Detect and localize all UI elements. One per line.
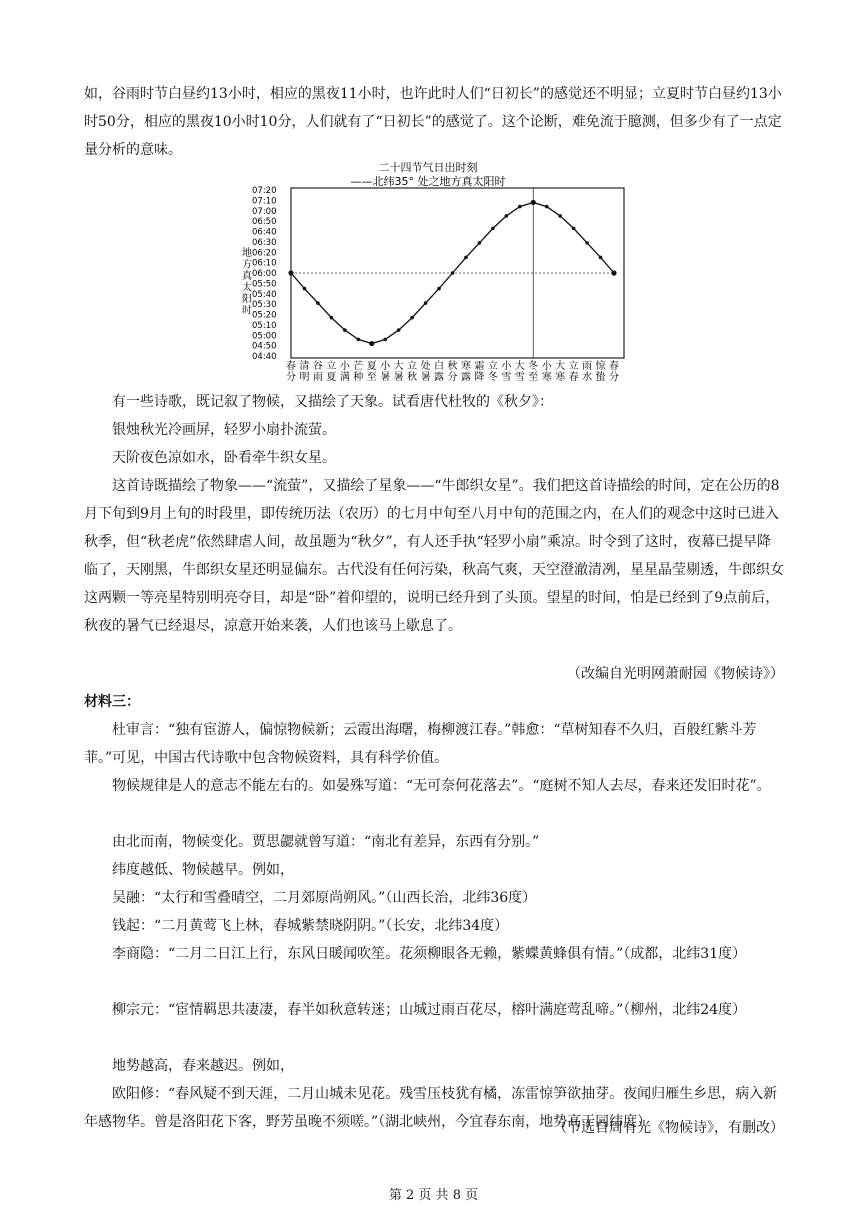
x-tick-label: 霜降 (474, 361, 485, 383)
x-tick-label: 春分 (609, 361, 619, 383)
body-paragraph: 由北而南，物候变化。贾思勰就曾写道：“南北有差异，东西有分别。” (112, 834, 540, 850)
y-tick-label: 07:20 (252, 186, 277, 196)
data-point (303, 287, 307, 291)
y-tick-label: 06:10 (252, 258, 277, 269)
data-point (343, 328, 347, 332)
data-point (478, 241, 482, 245)
y-tick-label: 04:40 (252, 352, 277, 362)
x-tick-label: 寒露 (460, 361, 471, 383)
data-point (356, 338, 360, 342)
intro-paragraph: 如，谷雨时节白昼约13小时，相应的黑夜11小时，也许此时人们“日初长”的感觉还不明显；立夏时节白昼约13小时50分，相应的黑夜10小时10分，人们就有了“日初长”的感觉了。这个论断，难免流于臆测，但多少有了一点定量分析的意味。 (84, 86, 782, 158)
data-point (316, 301, 320, 305)
x-tick-label: 惊蛰 (595, 361, 606, 383)
data-point (464, 256, 468, 260)
y-tick-label: 07:10 (252, 196, 277, 207)
x-axis-ticks (286, 359, 619, 383)
x-tick-label: 秋分 (447, 361, 458, 383)
data-point (518, 205, 522, 209)
body-paragraph: 地势越高，春来越迟。例如， (112, 1058, 294, 1074)
x-tick-label: 雨水 (582, 361, 593, 383)
body-paragraph: 钱起：“二月黄莺飞上林，春城紫禁晓阴阴。”（长安，北纬34度） (112, 918, 509, 934)
data-point (410, 316, 414, 320)
x-tick-label: 小雪 (501, 361, 512, 383)
data-point (505, 214, 509, 218)
x-tick-label: 处暑 (420, 361, 431, 383)
data-point (437, 287, 441, 291)
body-paragraph: 杜审言：“独有宦游人，偏惊物候新；云霞出海曙，梅柳渡江春。”韩愈：“草树知春不久归，百般红紫斗芳菲。”可见，中国古代诗歌中包含物候资料，具有科学价值。 (84, 722, 757, 766)
body-paragraph: 有一些诗歌，既记叙了物候，又描绘了天象。试看唐代杜牧的《秋夕》： (112, 394, 553, 410)
sunrise-chart (228, 160, 628, 386)
x-tick-label: 小满 (339, 361, 350, 383)
data-point (288, 270, 293, 275)
section-title: 材料三： (84, 694, 140, 710)
body-paragraph: 柳宗元：“宦情羁思共凄凄，春半如秋意转迷；山城过雨百花尽，榕叶满庭莺乱啼。”（柳州，北纬24度） (112, 1002, 747, 1018)
x-tick-label: 冬至 (528, 361, 539, 383)
y-tick-label: 06:30 (252, 237, 277, 248)
y-tick-label: 05:20 (252, 310, 277, 321)
y-tick-label: 06:00 (252, 269, 277, 279)
data-point (611, 270, 616, 275)
data-point (451, 271, 455, 275)
data-point (491, 227, 495, 231)
source-note-2: （节选自周有光《物候诗》，有删改） (553, 1120, 784, 1136)
body-paragraph: 纬度越低、物候越早。例如， (112, 862, 294, 878)
data-point (397, 328, 401, 332)
data-point (599, 256, 603, 260)
data-point (545, 205, 549, 209)
y-tick-label: 05:50 (252, 279, 277, 290)
y-tick-label: 07:00 (252, 206, 277, 217)
y-tick-label: 05:40 (252, 289, 277, 300)
y-tick-label: 06:40 (252, 227, 277, 238)
x-tick-label: 立春 (568, 361, 579, 383)
x-tick-label: 立秋 (407, 361, 418, 383)
body-paragraph: 天阶夜色凉如水，卧看牵牛织女星。 (112, 450, 336, 466)
x-tick-label: 大寒 (555, 361, 566, 383)
x-tick-label: 大暑 (393, 361, 404, 383)
y-tick-label: 05:30 (252, 300, 277, 311)
data-point (585, 241, 589, 245)
x-tick-label: 谷雨 (312, 361, 323, 383)
body-paragraph: 这首诗既描绘了物象——“流萤”，又描绘了星象——“牛郎织女星”。我们把这首诗描绘的时间，定在公历的8月下旬到9月上旬的时段里，即传统历法（农历）的七月中旬至八月中旬的范围之内，在人们的观念中这时已进入秋季，但“秋老虎”依然肆虐人间，故虽题为“秋夕”，有人还手执“轻罗小扇”乘凉。时令到了这时，夜幕已提早降临了，天刚黑，牛郎织女星还明显偏东。古代没有任何污染，秋高气爽，天空澄澈清冽，星星晶莹剔透，牛郎织女这两颗一等亮星特别明亮夺目，却是“卧”着仰望的，说明已经升到了头顶。望星的时间，怕是已经到了9点前后，秋夜的暑气已经退尽，凉意开始来袭，人们也该马上歇息了。 (84, 478, 784, 634)
data-point (531, 200, 536, 205)
y-axis-label (242, 246, 253, 317)
y-tick-label: 06:50 (252, 217, 277, 228)
x-tick-label: 清明 (299, 361, 310, 383)
x-tick-label: 立夏 (326, 361, 337, 383)
x-tick-label: 白露 (434, 361, 445, 383)
x-tick-label: 小暑 (380, 361, 391, 383)
data-point (330, 316, 334, 320)
body-paragraph: 吴融：“太行和雪叠晴空，二月郊原尚朔风。”（山西长治，北纬36度） (112, 890, 537, 906)
x-tick-label: 立冬 (487, 361, 498, 383)
x-tick-label: 大雪 (514, 361, 525, 383)
x-tick-label: 小寒 (541, 361, 552, 383)
y-axis-ticks (252, 186, 277, 362)
x-tick-label: 芒种 (353, 361, 364, 383)
y-tick-label: 04:50 (252, 341, 277, 352)
data-point (383, 338, 387, 342)
y-tick-label: 05:10 (252, 320, 277, 331)
source-note-1: （改编自光明网萧耐园《物候诗》） (567, 666, 784, 682)
body-paragraph: 银烛秋光冷画屏，轻罗小扇扑流萤。 (112, 422, 336, 438)
body-paragraph: 欧阳修：“春风疑不到天涯，二月山城未见花。残雪压枝犹有橘，冻雷惊笋欲抽芽。夜闻归雁生乡思，病入新年感物华。曾是洛阳花下客，野芳虽晚不须嗟。”（湖北峡州，今宜春东南，地势高于同纬度） (84, 1086, 778, 1130)
y-tick-label: 06:20 (252, 248, 277, 259)
body-paragraph: 物候规律是人的意志不能左右的。如晏殊写道：“无可奈何花落去”。“庭树不知人去尽，春来还发旧时花”。 (112, 778, 771, 794)
y-tick-label: 05:00 (252, 331, 277, 342)
x-tick-label: 夏至 (366, 361, 377, 383)
y-axis-title: 地方真太阳时 (242, 248, 252, 317)
chart-title: 二十四节气日出时刻 (378, 161, 478, 174)
data-point (369, 341, 374, 346)
body-paragraph: 李商隐：“二月二日江上行，东风日暖闻吹笙。花须柳眼各无赖，紫蝶黄蜂俱有情。”（成都，北纬31度） (112, 946, 747, 962)
chart-subtitle: ——北纬35° 处之地方真太阳时 (350, 175, 506, 188)
data-point (558, 214, 562, 218)
x-tick-label: 春分 (286, 361, 296, 383)
page-footer: 第 2 页 共 8 页 (388, 1188, 479, 1203)
data-point (572, 227, 576, 231)
data-point (424, 301, 428, 305)
